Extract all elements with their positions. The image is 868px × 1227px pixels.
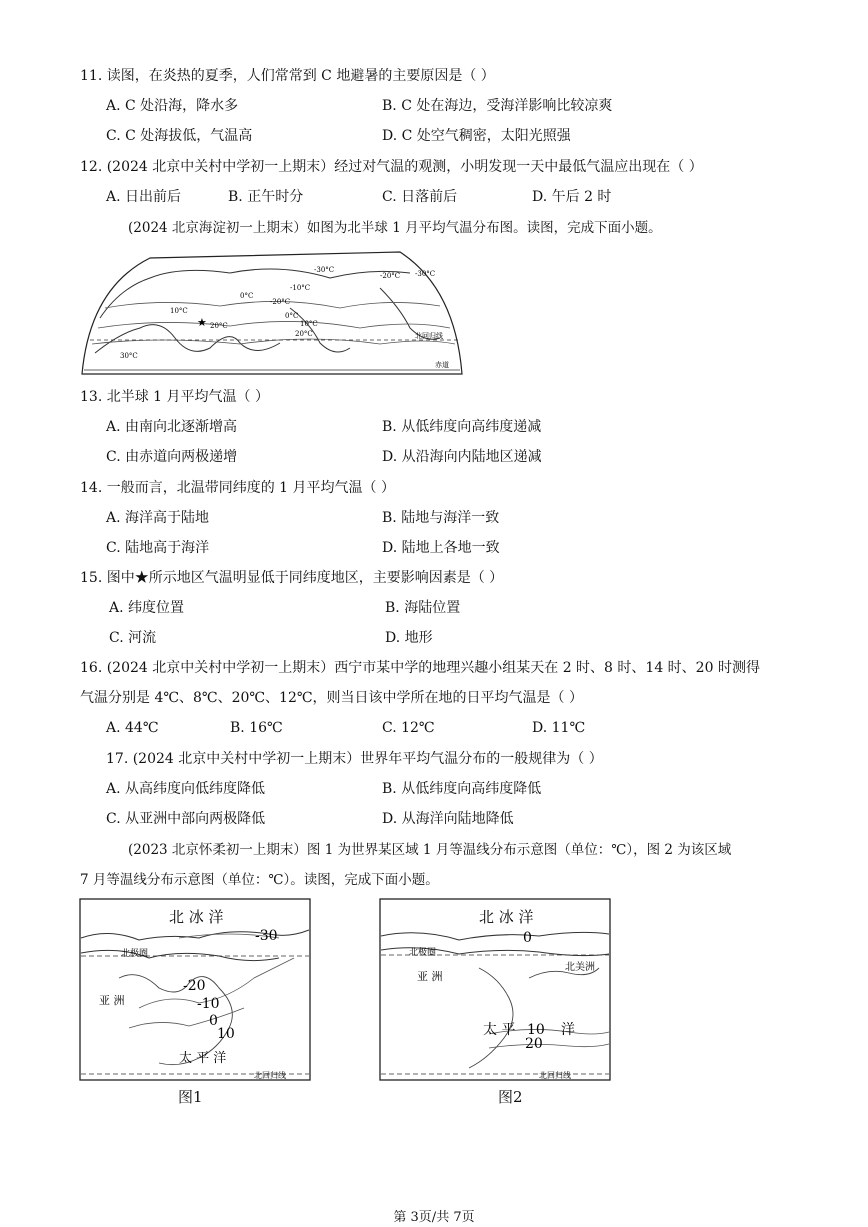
group-intro-1: (2024 北京海淀初一上期末）如图为北半球 1 月平均气温分布图。读图，完成下面小题。 bbox=[128, 220, 662, 236]
figure-2-july-isotherm-map bbox=[379, 898, 611, 1081]
q14-option-c: C. 陆地高于海洋 bbox=[106, 540, 210, 556]
fig2-arctic-circle-label: 北极圈 bbox=[409, 948, 437, 958]
fig2-arctic-ocean-label: 北 冰 洋 bbox=[479, 908, 534, 926]
fig1-isotherm-label: -30 bbox=[255, 928, 278, 944]
q16-option-d: D. 11℃ bbox=[532, 720, 586, 736]
q15-option-d: D. 地形 bbox=[385, 630, 433, 646]
group-intro-2-line1: (2023 北京怀柔初一上期末）图 1 为世界某区域 1 月等温线分布示意图（单位：℃），图 2 为该区域 bbox=[128, 842, 732, 858]
q13-stem: 13. 北半球 1 月平均气温（ ） bbox=[80, 389, 269, 405]
q17-option-a: A. 从高纬度向低纬度降低 bbox=[106, 781, 266, 797]
group-intro-2-line2: 7 月等温线分布示意图（单位：℃）。读图，完成下面小题。 bbox=[80, 872, 439, 888]
q13-option-d: D. 从沿海向内陆地区递减 bbox=[382, 449, 542, 465]
fig2-isotherm-label: 10 bbox=[527, 1022, 545, 1038]
figure-1-caption: 图1 bbox=[178, 1088, 203, 1106]
fig2-north-america-label: 北美洲 bbox=[565, 962, 595, 973]
map1-equator-label: 赤道 bbox=[435, 361, 449, 369]
map1-tropic-label: 北回归线 bbox=[415, 332, 443, 340]
fig1-pacific-label: 太 平 洋 bbox=[179, 1051, 227, 1066]
map1-isotherm-label: 0°C bbox=[240, 292, 254, 300]
fig1-tropic-label: 北回归线 bbox=[254, 1071, 286, 1080]
star-marker-icon: ★ bbox=[197, 316, 207, 329]
q12-option-c: C. 日落前后 bbox=[382, 189, 458, 205]
map1-isotherm-label: -30°C bbox=[314, 266, 335, 274]
fig1-arctic-circle-label: 北极圈 bbox=[121, 949, 149, 959]
fig2-asia-label: 亚 洲 bbox=[417, 970, 443, 983]
fig2-pacific-ocean-char: 洋 bbox=[561, 1022, 575, 1038]
q15-stem: 15. 图中★所示地区气温明显低于同纬度地区，主要影响因素是（ ） bbox=[80, 570, 504, 586]
q16-option-a: A. 44℃ bbox=[106, 720, 159, 736]
q16-stem-line1: 16. (2024 北京中关村中学初一上期末）西宁市某中学的地理兴趣小组某天在 2 时、8 时、14 时、20 时测得 bbox=[80, 660, 760, 676]
map1-isotherm-label: 20°C bbox=[210, 322, 228, 330]
fig1-isotherm-label: 10 bbox=[217, 1026, 235, 1042]
q16-stem-line2: 气温分别是 4℃、8℃、20℃、12℃，则当日该中学所在地的日平均气温是（ ） bbox=[80, 690, 583, 706]
page-number: 第 3页/共 7页 bbox=[393, 1210, 475, 1225]
q13-option-a: A. 由南向北逐渐增高 bbox=[106, 419, 238, 435]
figure-2-caption: 图2 bbox=[498, 1088, 523, 1106]
map1-isotherm-label: 30°C bbox=[120, 352, 138, 360]
january-temperature-map bbox=[80, 248, 464, 376]
map1-isotherm-label: 0°C bbox=[285, 312, 299, 320]
map1-isotherm-label: -20°C bbox=[380, 272, 401, 280]
q14-option-d: D. 陆地上各地一致 bbox=[382, 540, 500, 556]
q17-option-b: B. 从低纬度向高纬度降低 bbox=[382, 781, 542, 797]
q12-option-d: D. 午后 2 时 bbox=[532, 189, 612, 205]
fig1-arctic-ocean-label: 北 冰 洋 bbox=[169, 908, 224, 926]
figure-1-january-isotherm-map bbox=[79, 898, 311, 1081]
map1-isotherm-label: -30°C bbox=[415, 270, 436, 278]
map1-isotherm-label: -20°C bbox=[270, 298, 291, 306]
q11-option-a: A. C 处沿海，降水多 bbox=[106, 98, 239, 114]
fig1-asia-label: 亚 洲 bbox=[99, 994, 125, 1007]
q15-option-a: A. 纬度位置 bbox=[109, 600, 185, 616]
map1-isotherm-label: 10°C bbox=[170, 307, 188, 315]
q11-option-c: C. C 处海拔低，气温高 bbox=[106, 128, 253, 144]
map1-isotherm-label: -10°C bbox=[290, 284, 311, 292]
q14-option-b: B. 陆地与海洋一致 bbox=[382, 510, 500, 526]
q13-option-b: B. 从低纬度向高纬度递减 bbox=[382, 419, 542, 435]
map1-isotherm-label: 10°C bbox=[300, 320, 318, 328]
fig2-pacific-label: 太 平 bbox=[483, 1022, 516, 1038]
q17-stem: 17. (2024 北京中关村中学初一上期末）世界年平均气温分布的一般规律为（ ） bbox=[106, 751, 603, 767]
fig2-isotherm-label: 20 bbox=[525, 1036, 543, 1052]
q14-option-a: A. 海洋高于陆地 bbox=[106, 510, 210, 526]
q11-option-d: D. C 处空气稠密，太阳光照强 bbox=[382, 128, 571, 144]
q16-option-c: C. 12℃ bbox=[382, 720, 435, 736]
q12-option-b: B. 正午时分 bbox=[228, 189, 304, 205]
q15-option-b: B. 海陆位置 bbox=[385, 600, 461, 616]
q13-option-c: C. 由赤道向两极递增 bbox=[106, 449, 238, 465]
q12-option-a: A. 日出前后 bbox=[106, 189, 182, 205]
fig2-isotherm-label: 0 bbox=[523, 930, 532, 946]
q14-stem: 14. 一般而言，北温带同纬度的 1 月平均气温（ ） bbox=[80, 480, 395, 496]
q17-option-d: D. 从海洋向陆地降低 bbox=[382, 811, 514, 827]
q17-option-c: C. 从亚洲中部向两极降低 bbox=[106, 811, 266, 827]
fig1-isotherm-label: -10 bbox=[197, 996, 220, 1012]
fig1-isotherm-label: 0 bbox=[209, 1013, 218, 1029]
q16-option-b: B. 16℃ bbox=[230, 720, 283, 736]
q11-option-b: B. C 处在海边，受海洋影响比较凉爽 bbox=[382, 98, 613, 114]
q11-stem: 11. 读图，在炎热的夏季，人们常常到 C 地避暑的主要原因是（ ） bbox=[80, 68, 495, 84]
fig2-tropic-label: 北回归线 bbox=[539, 1071, 571, 1080]
q15-option-c: C. 河流 bbox=[109, 630, 157, 646]
q12-stem: 12. (2024 北京中关村中学初一上期末）经过对气温的观测，小明发现一天中最低气温应出现在（ ） bbox=[80, 159, 703, 175]
map1-isotherm-label: 20°C bbox=[295, 330, 313, 338]
fig1-isotherm-label: -20 bbox=[183, 978, 206, 994]
